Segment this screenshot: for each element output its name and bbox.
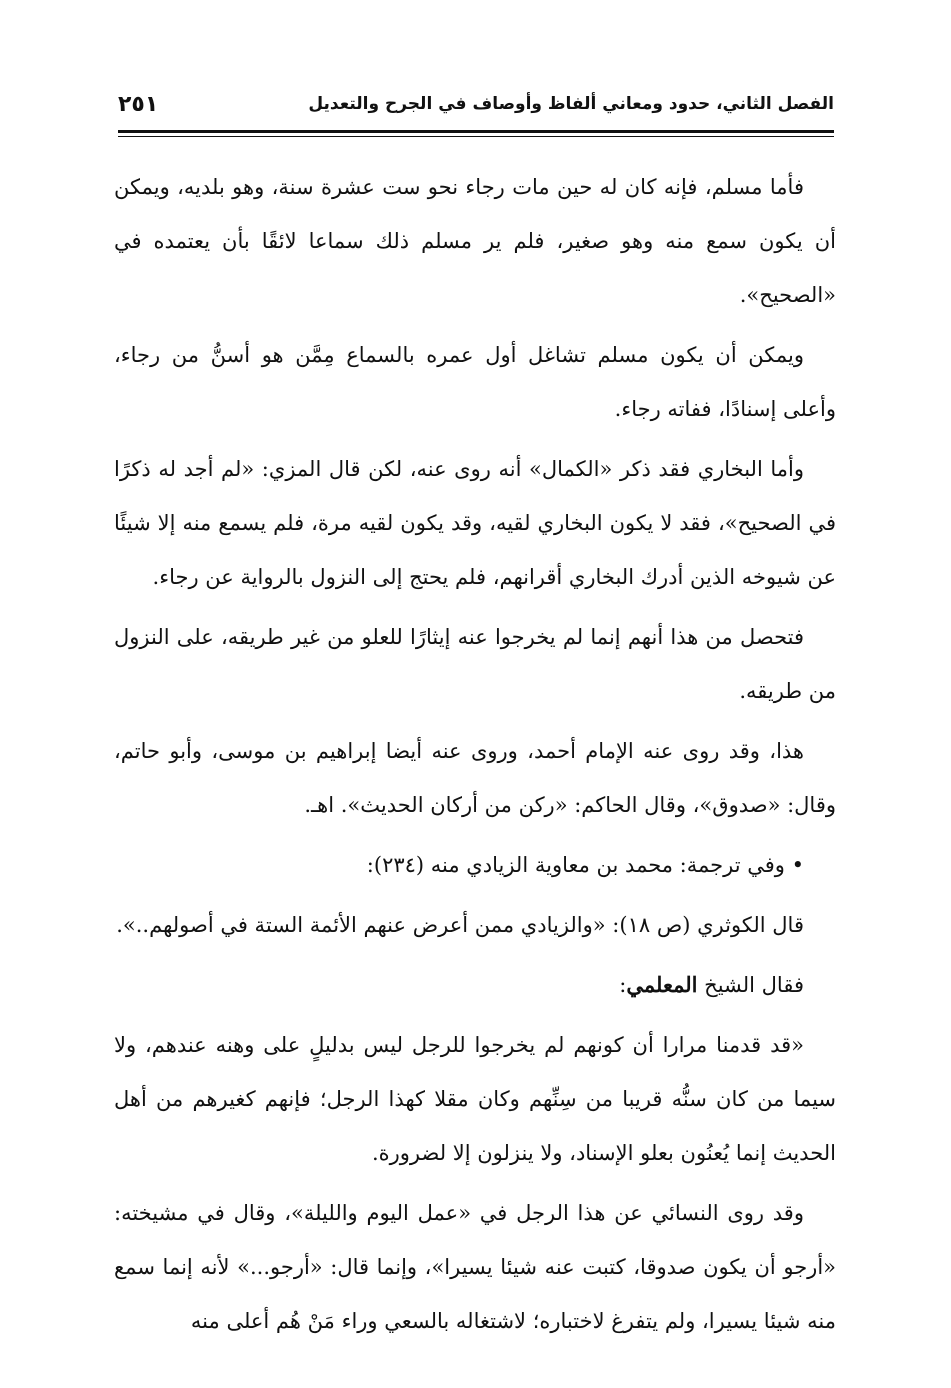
shaykh-prefix: فقال الشيخ <box>697 973 804 997</box>
paragraph: هذا، وقد روى عنه الإمام أحمد، وروى عنه أيضا إبراهيم بن موسى، وأبو حاتم، وقال: «صدوق»، وقال الحاكم: «ركن من أركان الحديث». اهـ. <box>114 739 836 817</box>
paragraph: فتحصل من هذا أنهم إنما لم يخرجوا عنه إيثارًا للعلو من غير طريقه، على النزول من طريقه. <box>114 625 836 703</box>
header-rule-thin <box>118 136 834 137</box>
shaykh-line <box>114 958 836 1012</box>
page-body <box>114 160 836 1354</box>
page-header <box>118 86 834 122</box>
kawthari-quote-line: قال الكوثري (ص ١٨): «والزيادي ممن أعرض عنهم الأئمة الستة في أصولهم..». <box>116 913 804 937</box>
paragraph: وقد روى النسائي عن هذا الرجل في «عمل اليوم والليلة»، وقال في مشيخته: «أرجو أن يكون صدوقا، كتبت عنه شيئا يسيرا»، وإنما قال: «أرجو...» لأنه إنما سمع منه شيئا يسيرا، ولم يتفرغ لاختباره؛ لاشتغاله بالسعي وراء مَنْ هُم أعلى منه <box>114 1201 836 1333</box>
page-number: ٢٥١ <box>118 91 159 117</box>
chapter-title: الفصل الثاني، حدود ومعاني ألفاظ وأوصاف في الجرح والتعديل <box>308 94 834 114</box>
header-rule-thick <box>118 130 834 133</box>
paragraph: وأما البخاري فقد ذكر «الكمال» أنه روى عنه، لكن قال المزي: «لم أجد له ذكرًا في الصحيح»، فقد لا يكون البخاري لقيه، وقد يكون لقيه مرة، فلم يسمع منه إلا شيئًا عن شيوخه الذين أدرك البخاري أقرانهم، فلم يحتج إلى النزول بالرواية عن رجاء. <box>114 457 836 589</box>
paragraph: «قد قدمنا مرارا أن كونهم لم يخرجوا للرجل ليس بدليلٍ على وهنه عندهم، ولا سيما من كان سنُّه قريبا من سِنِّهم وكان مقلا كهذا الرجل؛ فإنهم كغيرهم من أهل الحديث إنما يُعنُون بعلو الإسناد، ولا ينزلون إلا لضرورة. <box>114 1033 836 1165</box>
bullet-line: • وفي ترجمة: محمد بن معاوية الزيادي منه (٢٣٤): <box>366 853 804 877</box>
shaykh-suffix: : <box>619 973 627 997</box>
paragraph: فأما مسلم، فإنه كان له حين مات رجاء نحو ست عشرة سنة، وهو بلديه، ويمكن أن يكون سمع منه وهو صغير، فلم ير مسلم ذلك سماعا لائقًا بأن يعتمده في «الصحيح». <box>114 175 836 307</box>
shaykh-name: المعلمي <box>626 972 698 997</box>
paragraph: ويمكن أن يكون مسلم تشاغل أول عمره بالسماع مِمَّن هو أسنُّ من رجاء، وأعلى إسنادًا، ففاته رجاء. <box>114 343 836 421</box>
